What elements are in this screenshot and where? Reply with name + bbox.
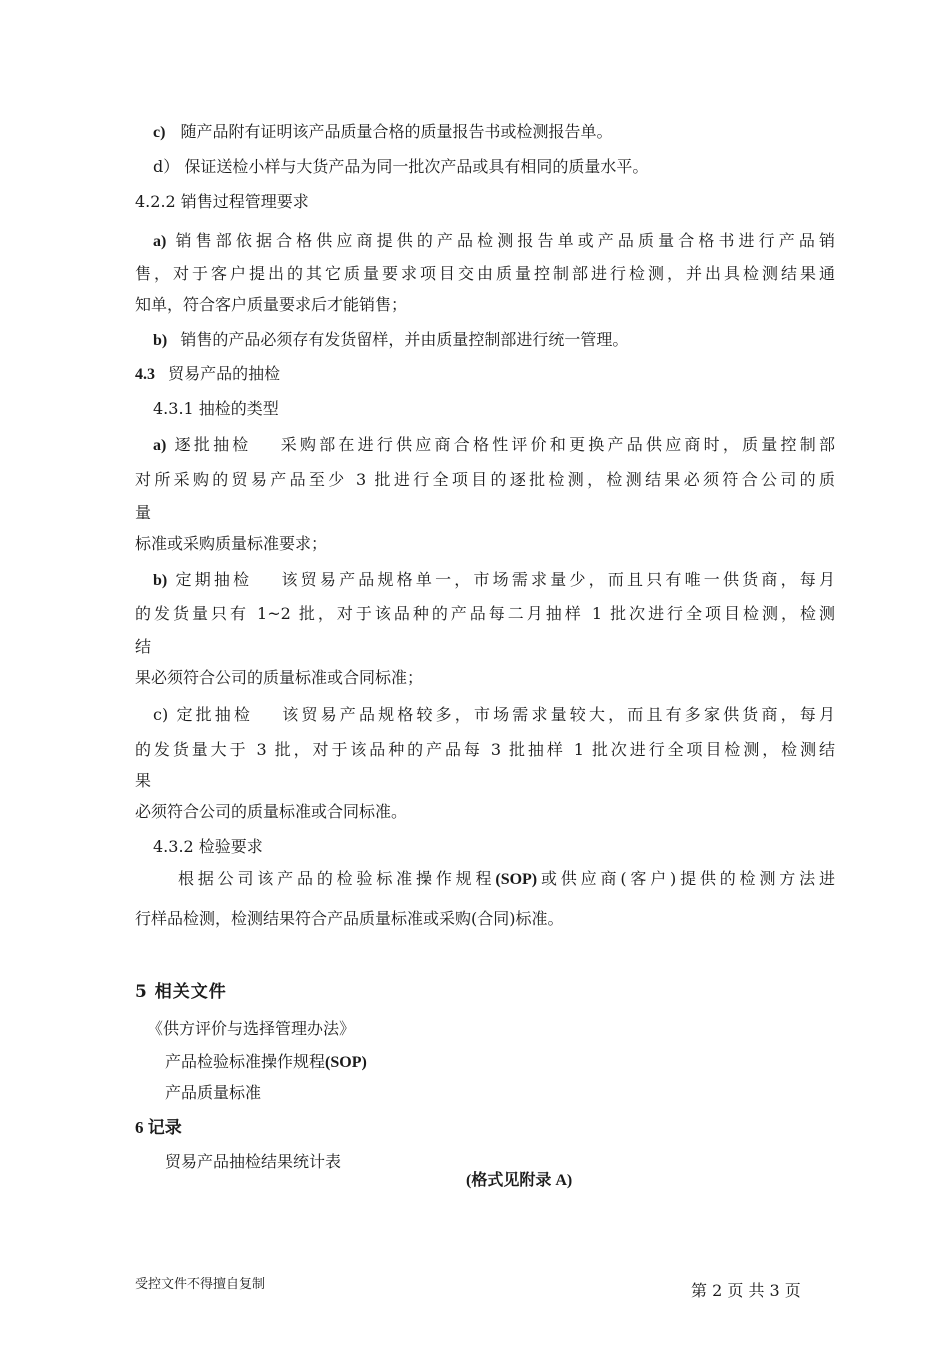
footer-note: 受控文件不得擅自复制	[135, 1277, 266, 1292]
list-text: 随产品附有证明该产品质量合格的质量报告书或检测报告单。	[180, 122, 613, 141]
paragraph-text: 或供应商(客户)提供的检测方法进	[537, 869, 835, 888]
paragraph-line: 量	[135, 503, 152, 522]
item-label: 定期抽检	[175, 570, 253, 589]
paragraph-text: 该贸易产品规格较多，市场需求量较大，而且有多家供货商，每月	[279, 705, 835, 724]
paragraph-line: 行样品检测，检测结果符合产品质量标准或采购(合同)标准。	[135, 909, 564, 928]
section-title: 贸易产品的抽检	[168, 364, 281, 383]
page-number: 第 2 页 共 3 页	[691, 1281, 801, 1300]
section-heading-6: 6 记录	[135, 1118, 182, 1137]
item-label: 定批抽检	[176, 705, 254, 724]
subsection-heading-4-3-1: 4.3.1 抽检的类型	[153, 399, 279, 418]
paragraph-line	[153, 435, 835, 456]
sop-abbrev: (SOP)	[325, 1054, 367, 1071]
list-marker: a)	[153, 437, 167, 454]
paragraph-text: 根据公司该产品的检验标准操作规程	[178, 869, 496, 888]
paragraph-line: 必须符合公司的质量标准或合同标准。	[135, 802, 408, 821]
paragraph-text: 销售部依据合格供应商提供的产品检测报告单或产品质量合格书进行产品销	[175, 231, 835, 250]
list-marker: c)	[153, 124, 166, 141]
list-item-b	[153, 330, 628, 351]
related-doc	[165, 1052, 367, 1073]
section-number: 4.3	[135, 366, 155, 383]
paragraph-line: 果必须符合公司的质量标准或合同标准；	[135, 668, 424, 687]
list-marker: a)	[153, 233, 167, 250]
list-marker: c)	[153, 705, 169, 724]
paragraph-line: 售，对于客户提出的其它质量要求项目交由质量控制部进行检测，并出具检测结果通	[135, 264, 835, 283]
list-item-d	[153, 157, 648, 177]
section-heading-4-2-2: 4.2.2 销售过程管理要求	[135, 192, 309, 211]
record-item: 贸易产品抽检结果统计表	[165, 1152, 342, 1171]
related-doc: 《供方评价与选择管理办法》	[147, 1019, 356, 1038]
paragraph-line: 果	[135, 771, 152, 790]
paragraph-line: 标准或采购质量标准要求；	[135, 534, 328, 553]
paragraph-line	[153, 231, 835, 252]
list-item-c	[153, 122, 613, 143]
list-marker: b)	[153, 332, 168, 349]
paragraph-line	[153, 570, 835, 591]
section-heading-5: 5 相关文件	[135, 982, 227, 1002]
section-heading-4-3	[135, 364, 280, 385]
list-marker: d）	[153, 157, 180, 176]
related-doc-text: 产品检验标准操作规程	[165, 1052, 326, 1071]
paragraph-line	[178, 869, 835, 890]
paragraph-text: 采购部在进行供应商合格性评价和更换产品供应商时，质量控制部	[277, 435, 835, 454]
paragraph-line: 知单，符合客户质量要求后才能销售；	[135, 295, 408, 314]
paragraph-line: 结	[135, 637, 152, 656]
item-label: 逐批抽检	[174, 435, 252, 454]
list-text: 保证送检小样与大货产品为同一批次产品或具有相同的质量水平。	[184, 157, 649, 176]
paragraph-text: 该贸易产品规格单一，市场需求量少，而且只有唯一供货商，每月	[278, 570, 835, 589]
paragraph-line: 的发货量只有 1~2 批，对于该品种的产品每二月抽样 1 批次进行全项目检测，检测	[135, 604, 835, 623]
record-format-note: (格式见附录 A)	[466, 1172, 573, 1189]
paragraph-line: 的发货量大于 3 批，对于该品种的产品每 3 批抽样 1 批次进行全项目检测，检测结	[135, 740, 835, 759]
list-marker: b)	[153, 572, 168, 589]
subsection-heading-4-3-2: 4.3.2 检验要求	[153, 837, 263, 856]
sop-abbrev: (SOP)	[495, 871, 538, 888]
list-text: 销售的产品必须存有发货留样，并由质量控制部进行统一管理。	[180, 330, 629, 349]
related-doc: 产品质量标准	[165, 1083, 262, 1102]
paragraph-line	[153, 705, 835, 725]
paragraph-line: 对所采购的贸易产品至少 3 批进行全项目的逐批检测，检测结果必须符合公司的质	[135, 470, 835, 489]
